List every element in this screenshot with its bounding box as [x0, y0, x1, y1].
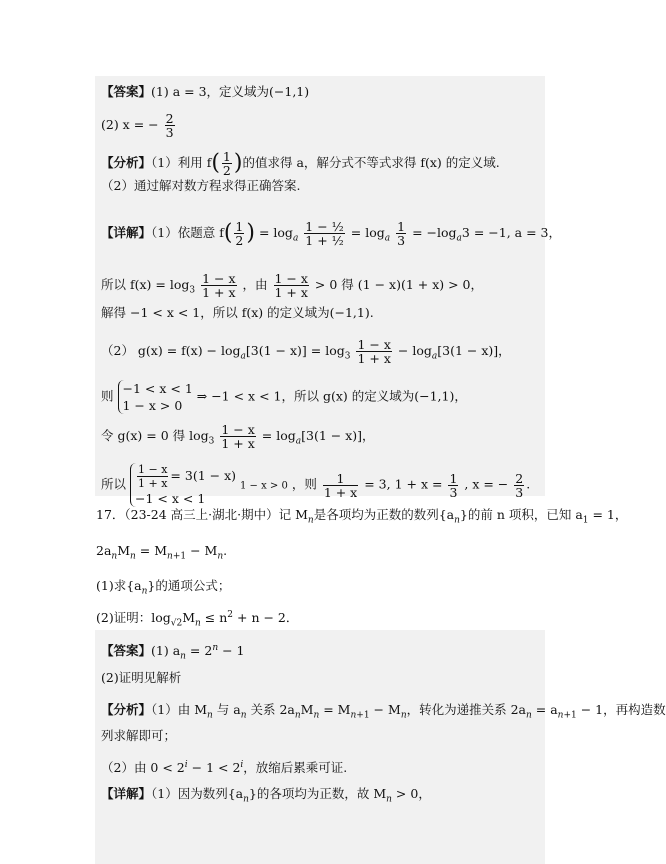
- analysis-line-2: （2）通过解对数方程求得正确答案.: [101, 178, 301, 193]
- answer-17-line-2: (2)证明见解析: [101, 670, 182, 685]
- question-17-part-2: (2)证明：$\log_{√2}M_n \le n^2 + n - 2$．: [96, 610, 299, 629]
- analysis-17-line-2: 列求解即可；: [101, 728, 177, 743]
- detail-line-3: 解得 −1 < x < 1，所以 f(x) 的定义域为(−1,1).: [101, 305, 374, 320]
- analysis-line-1: 【分析】（1）利用 f( $\frac{1}{2}$ )的值求得 a，解分式不等式求得 f(x) 的定义域.: [101, 149, 500, 178]
- detail-line-7: 所以 $\frac{1 - x}{1 + x}$ = 3(1 − x) −1 < x < 1 1 − x > 0 ，则 $\frac{1}{1 + x}$ = 3, 1 + x = $\frac{1}{3}$ , x = − $\frac{2}{3}$ .: [101, 463, 531, 506]
- detail-line-6: 令 g(x) = 0 得 $\log_3$ $\frac{1 - x}{1 + x}$ = $\log_a[3(1 - x)]$，: [101, 422, 375, 451]
- question-17-line-2: $2a_nM_n = M_{n+1} - M_n$.: [96, 543, 228, 562]
- question-17-line-1: 17．（23-24 高三上·湖北·期中）记 $M_n$是各项均为正数的数列$\{a_n\}$的前 n 项积，已知 $a_1 = 1$，: [96, 507, 628, 526]
- analysis-17-line-3: （2）由 $0 < 2^i - 1 < 2^i$，放缩后累乘可证.: [101, 760, 348, 776]
- detail-line-5: 则 −1 < x < 1 1 − x > 0 ⇒ −1 < x < 1，所以 g(x) 的定义域为(−1,1)，: [101, 381, 467, 413]
- answer-line-1: 【答案】(1) a = 3，定义域为(−1,1): [101, 84, 310, 99]
- detail-line-2: 所以 $f(x) = \log_3$ $\frac{1 - x}{1 + x}$ ，由 $\frac{1 - x}{1 + x}$ > 0 得 (1 − x)(1 + x) > 0，: [101, 271, 483, 300]
- detail-line-4: （2） $g(x) = f(x) - \log_a[3(1 - x)] = \log_3$ $\frac{1 - x}{1 + x}$ − $\log_a[3(1 - x)]$，: [101, 337, 511, 366]
- detail-17-line-1: 【详解】（1）因为数列$\{a_n\}$的各项均为正数，故 $M_n > 0$，: [101, 786, 431, 805]
- detail-line-1: 【详解】（1）依题意 f( $\frac{1}{2}$ ) = $\log_a$ $\frac{\text{1 − ½}}{\text{1 + ½}}$ = $\log_a$ $\frac{1}{3}$ = $-\log_a3 = -1$, a = 3，: [101, 219, 561, 248]
- answer-17-line-1: 【答案】(1) $a_n = 2^n - 1$: [101, 643, 245, 662]
- question-17-part-1: (1)求$\{a_n\}$的通项公式；: [96, 578, 231, 597]
- analysis-17-line-1: 【分析】（1）由 $M_n$ 与 $a_n$ 关系 $2a_nM_n = M_{n+1} - M_n$，转化为递推关系 $2a_n = a_{n+1} - 1$，再构造数: [101, 702, 666, 721]
- answer-line-2: (2) x = − $\frac{2}{3}$: [101, 111, 174, 140]
- answer-block-17: [95, 630, 545, 864]
